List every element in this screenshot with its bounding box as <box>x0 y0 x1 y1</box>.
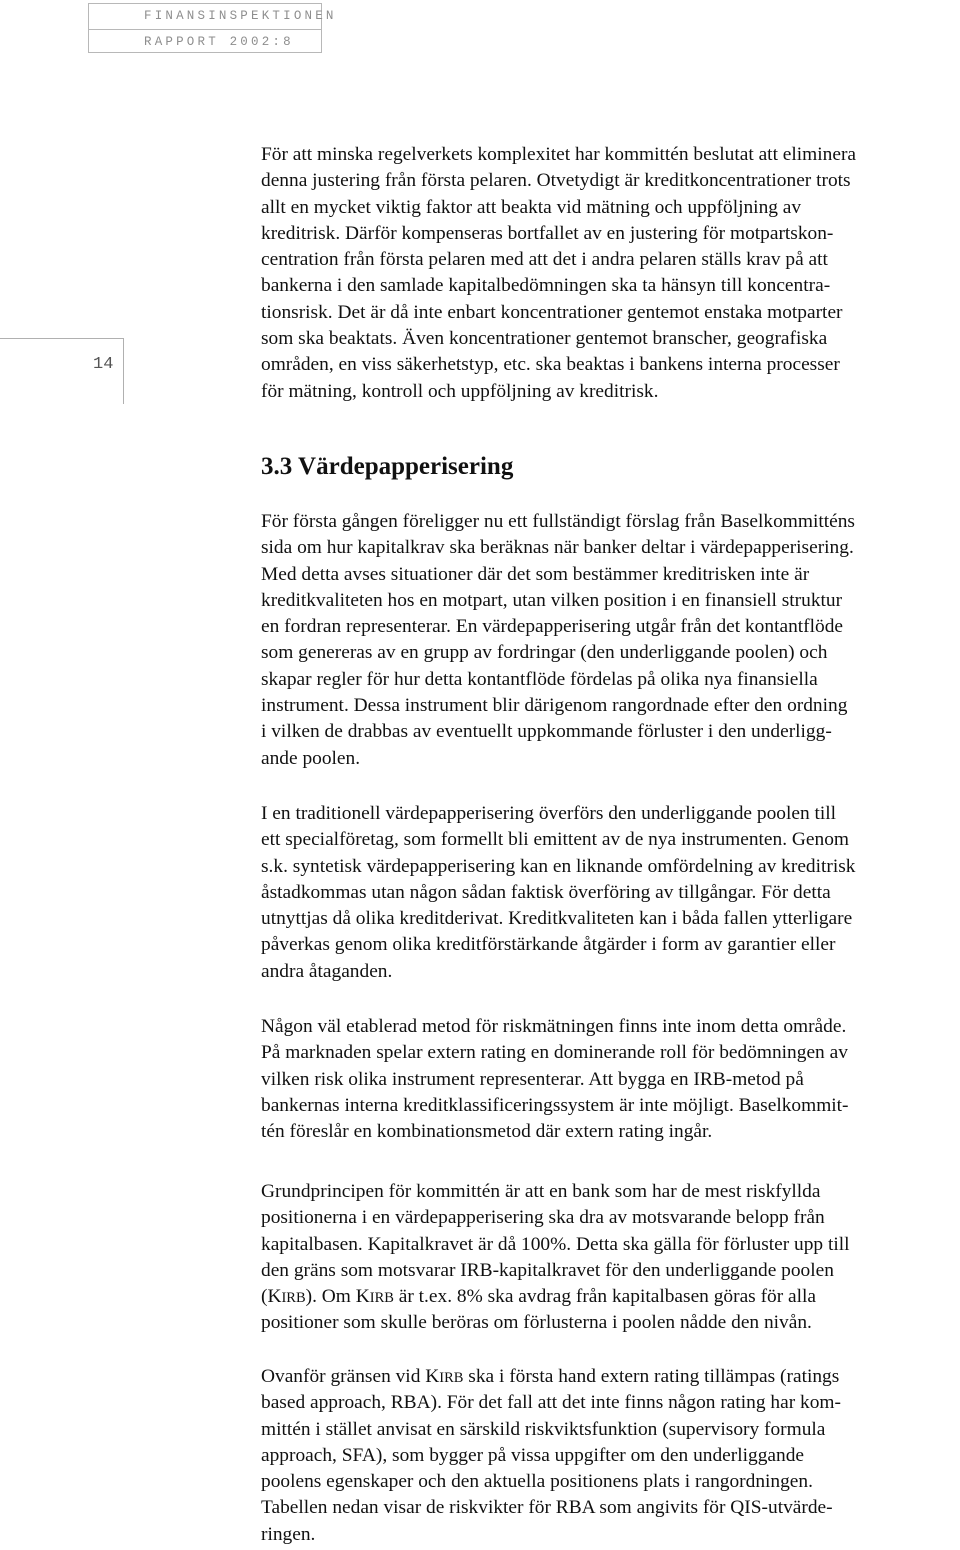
header-divider <box>89 29 321 30</box>
text-line: utnyttjas då olika kreditderivat. Kreditkvaliteten kan i båda fallen ytterligare <box>261 908 853 930</box>
text-line: positioner som skulle beröras om förlusterna i poolen nådde den nivån. <box>261 1312 812 1334</box>
text-line: Tabellen nedan visar de riskvikter för RBA som angivits för QIS-utvärde- <box>261 1497 833 1519</box>
text-line: i vilken de drabbas av eventuellt uppkommande förluster i den underligg- <box>261 721 832 743</box>
text-line: (KIRB). Om KIRB är t.ex. 8% ska avdrag från kapitalbasen göras för alla <box>261 1286 817 1308</box>
text-line: andra åtaganden. <box>261 960 393 982</box>
text-line: centration från första pelaren med att det i andra pelaren ställs krav på att <box>261 249 828 271</box>
text-line: kreditkvaliteten hos en motpart, utan vilken position i en finansiell struktur <box>261 589 843 611</box>
text-line: På marknaden spelar extern rating en dominerande roll för bedömningen av <box>261 1042 848 1064</box>
header-report-id: RAPPORT 2002:8 <box>144 35 294 49</box>
text-line: den gräns som motsvarar IRB-kapitalkravet för den underliggande poolen <box>261 1259 834 1281</box>
text-line: positionerna i en värdepapperisering ska dra av motsvarande belopp från <box>261 1207 825 1229</box>
text-line: kreditrisk. Därför kompenseras bortfallet av en justering för motpartskon- <box>261 222 834 244</box>
text-line: områden, en viss säkerhetstyp, etc. ska beaktas i bankens interna processer <box>261 354 840 376</box>
text-line: poolens egenskaper och den aktuella positionens plats i rangordningen. <box>261 1471 813 1493</box>
text-line: s.k. syntetisk värdepapperisering kan en liknande omfördelning av kreditrisk <box>261 855 856 877</box>
text-line: För att minska regelverkets komplexitet har kommittén beslutat att eliminera <box>261 144 857 165</box>
text-line: ringen. <box>261 1523 316 1545</box>
text-line: kapitalbasen. Kapitalkravet är då 100%. Detta ska gälla för förluster upp till <box>261 1233 850 1255</box>
text-line: bankerna i den samlade kapitalbedömningen ska ta hänsyn till koncentra- <box>261 275 831 297</box>
text-line: som genereras av en grupp av fordringar (den underliggande poolen) och <box>261 642 828 664</box>
text-line: denna justering från första pelaren. Otvetydigt är kreditkoncentrationer trots <box>261 170 851 192</box>
margin-rule <box>0 338 124 339</box>
text-line: ett specialföretag, som formellt bli emittent av de nya instrumenten. Genom <box>261 829 850 851</box>
text-line: instrument. Dessa instrument blir därigenom rangordnade efter den ordning <box>261 695 848 717</box>
text-line: sida om hur kapitalkrav ska beräknas när banker deltar i värdepapperisering. <box>261 537 854 559</box>
text-line: vilken risk olika instrument representerar. Att bygga en IRB-metod på <box>261 1068 804 1090</box>
paragraph-4 <box>261 1014 960 1145</box>
paragraph-3 <box>261 801 960 985</box>
text-line: allt en mycket viktig faktor att beakta vid mätning och uppföljning av <box>261 196 802 218</box>
running-header <box>88 3 337 53</box>
paragraph-1 <box>261 142 960 405</box>
text-line: en fordran representerar. En värdepapperisering utgår från det kontantflöde <box>261 616 843 638</box>
text-line: skapar regler för hur detta kontantflöde fördelas på olika nya finansiella <box>261 668 818 690</box>
section-heading: 3.3 Värdepapperisering <box>261 453 514 480</box>
text-line: tén föreslår en kombinationsmetod där extern rating ingår. <box>261 1121 713 1143</box>
text-line: Grundprincipen för kommittén är att en bank som har de mest riskfyllda <box>261 1181 821 1202</box>
paragraph-5 <box>261 1179 960 1337</box>
text-line: som ska beaktats. Även koncentrationer gentemot branscher, geografiska <box>261 328 828 350</box>
text-line: I en traditionell värdepapperisering överförs den underliggande poolen till <box>261 803 837 824</box>
text-line: ande poolen. <box>261 747 361 769</box>
margin-vertical-rule <box>123 338 124 404</box>
header-org-name: FINANSINSPEKTIONEN <box>144 9 337 23</box>
text-line: mittén i stället anvisat en särskild riskviktsfunktion (supervisory formula <box>261 1418 826 1440</box>
text-line: approach, SFA), som bygger på vissa uppgifter om den underliggande <box>261 1444 804 1466</box>
text-line: påverkas genom olika kreditförstärkande åtgärder i form av garantier eller <box>261 934 836 956</box>
text-line: För första gången föreligger nu ett fullständigt förslag från Baselkommitténs <box>261 511 855 532</box>
text-line: based approach, RBA). För det fall att det inte finns någon rating har kom- <box>261 1392 841 1414</box>
paragraph-6 <box>261 1364 960 1548</box>
text-line: för mätning, kontroll och uppföljning av kreditrisk. <box>261 380 659 402</box>
text-line: Någon väl etablerad metod för riskmätningen finns inte inom detta område. <box>261 1016 847 1037</box>
text-line: Med detta avses situationer där det som bestämmer kreditrisken inte är <box>261 563 810 585</box>
text-line: tionsrisk. Det är då inte enbart koncentrationer gentemot enstaka motparter <box>261 301 843 323</box>
text-line: Ovanför gränsen vid KIRB ska i första hand extern rating tillämpas (ratings <box>261 1366 840 1387</box>
paragraph-2 <box>261 509 960 772</box>
text-line: åstadkommas utan någon sådan faktisk överföring av tillgångar. För detta <box>261 881 831 903</box>
text-line: bankernas interna kreditklassificeringssystem är inte möjligt. Baselkommit- <box>261 1094 849 1116</box>
page-number: 14 <box>93 355 114 374</box>
